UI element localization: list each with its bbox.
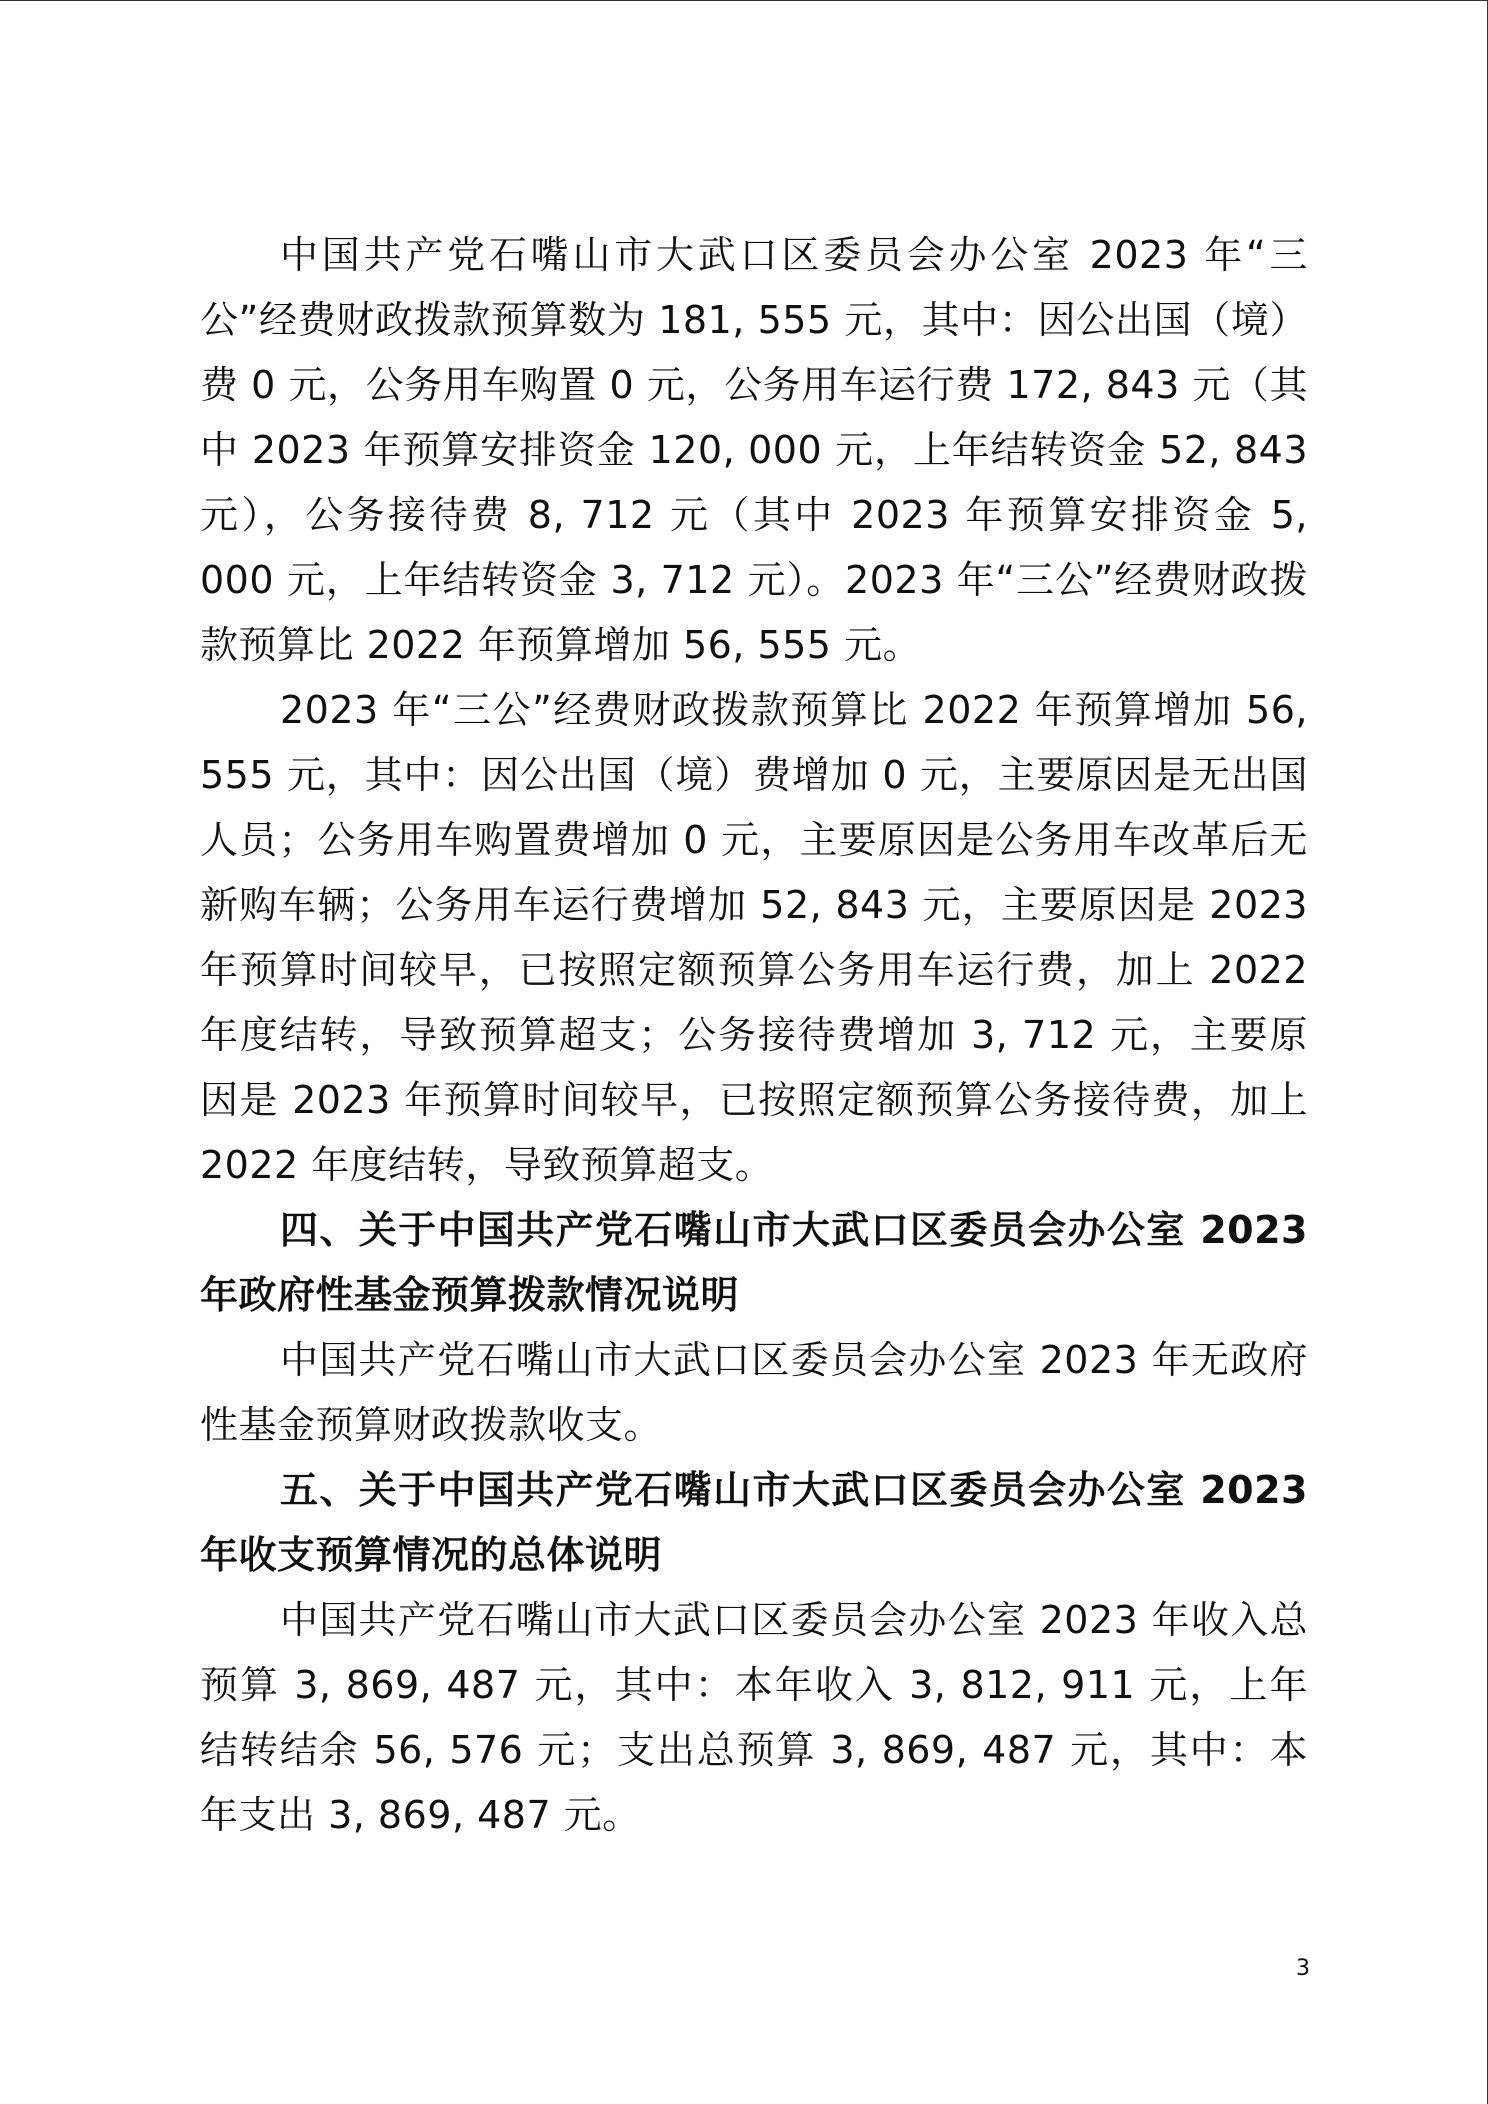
page-number: 3 — [1296, 1956, 1310, 1981]
paragraph-sangong-change: 2023 年“三公”经费财政拨款预算比 2022 年预算增加 56, 555 元，其中：因公出国（境）费增加 0 元，主要原因是无出国人员；公务用车购置费增加 0 元，主要原因是公务用车改革后无新购车辆；公务用车运行费增加 52, 843 元，主要原因是 2023 年预算时间较早，已按照定额预算公务用车运行费，加上 2022 年度结转，导致预算超支；公务接待费增加 3, 712 元，主要原因是 2023 年预算时间较早，已按照定额预算公务接待费，加上 2022 年度结转，导致预算超支。 — [200, 688, 1308, 1187]
paragraph-government-fund: 中国共产党石嘴山市大武口区委员会办公室 2023 年无政府性基金预算财政拨款收支。 — [200, 1338, 1308, 1447]
paragraph-overall-budget: 中国共产党石嘴山市大武口区委员会办公室 2023 年收入总预算 3, 869, 487 元，其中：本年收入 3, 812, 911 元，上年结转结余 56, 576 元；支出总预算 3, 869, 487 元，其中：本年支出 3, 869, 487 元。 — [200, 1598, 1308, 1837]
section-heading-5: 五、关于中国共产党石嘴山市大武口区委员会办公室 2023 年收支预算情况的总体说明 — [200, 1468, 1308, 1577]
section-heading-4: 四、关于中国共产党石嘴山市大武口区委员会办公室 2023 年政府性基金预算拨款情况说明 — [200, 1208, 1308, 1317]
paragraph-sangong-budget: 中国共产党石嘴山市大武口区委员会办公室 2023 年“三公”经费财政拨款预算数为 181, 555 元，其中：因公出国（境）费 0 元，公务用车购置 0 元，公务用车运行费 172, 843 元（其中 2023 年预算安排资金 120, 000 元，上年结转资金 52, 843 元），公务接待费 8, 712 元（其中 2023 年预算安排资金 5, 000 元，上年结转资金 3, 712 元）。2023 年“三公”经费财政拨款预算比 2022 年预算增加 56, 555 元。 — [200, 233, 1308, 667]
document-body — [200, 223, 1308, 1848]
